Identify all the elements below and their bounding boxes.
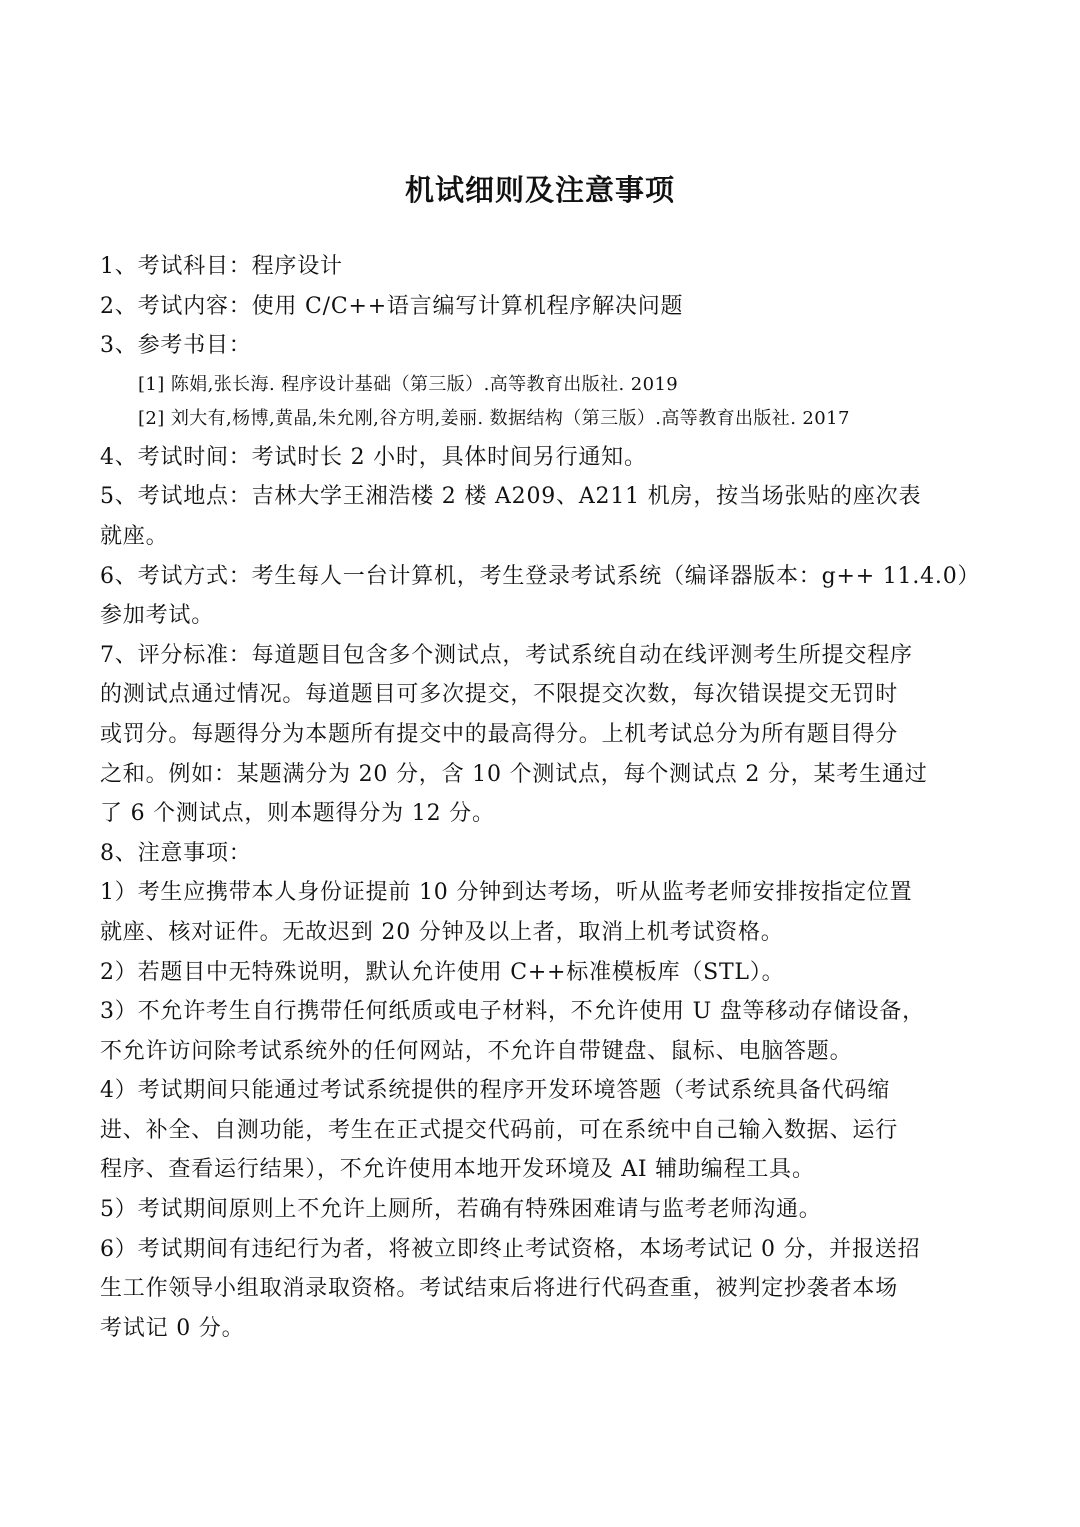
- note-6-cont: 生工作领导小组取消录取资格。考试结束后将进行代码查重，被判定抄袭者本场: [100, 1276, 899, 1302]
- item-scoring-cont: 的测试点通过情况。每道题目可多次提交，不限提交次数，每次错误提交无罚时: [100, 682, 899, 708]
- item-exam-method: 6、考试方式：考生每人一台计算机，考生登录考试系统（编译器版本：g++ 11.4.0）: [100, 563, 981, 589]
- note-1-cont: 就座、核对证件。无故迟到 20 分钟及以上者，取消上机考试资格。: [100, 919, 784, 945]
- note-3-cont: 不允许访问除考试系统外的任何网站，不允许自带键盘、鼠标、电脑答题。: [100, 1038, 853, 1064]
- item-exam-method-cont: 参加考试。: [100, 603, 215, 629]
- reference-entry: [1] 陈娟,张长海. 程序设计基础（第三版）.高等教育出版社. 2019: [138, 373, 679, 395]
- document-body: [100, 247, 984, 1348]
- note-5: 5）考试期间原则上不允许上厕所，若确有特殊困难请与监考老师沟通。: [100, 1197, 822, 1223]
- item-exam-location: 5、考试地点：吉林大学王湘浩楼 2 楼 A209、A211 机房，按当场张贴的座次表: [100, 484, 922, 510]
- note-1: 1）考生应携带本人身份证提前 10 分钟到达考场，听从监考老师安排按指定位置: [100, 880, 913, 906]
- document-title: 机试细则及注意事项: [404, 173, 675, 207]
- item-scoring: 7、评分标准：每道题目包含多个测试点，考试系统自动在线评测考生所提交程序: [100, 642, 913, 668]
- item-exam-subject: 1、考试科目：程序设计: [100, 254, 343, 279]
- item-scoring-cont: 之和。例如：某题满分为 20 分，含 10 个测试点，每个测试点 2 分，某考生通过: [100, 761, 928, 787]
- item-notes-heading: 8、注意事项：: [100, 840, 252, 866]
- item-scoring-cont: 或罚分。每题得分为本题所有提交中的最高得分。上机考试总分为所有题目得分: [100, 721, 899, 747]
- note-2: 2）若题目中无特殊说明，默认允许使用 C++标准模板库（STL）。: [100, 959, 785, 985]
- item-scoring-cont: 了 6 个测试点，则本题得分为 12 分。: [100, 801, 495, 827]
- reference-entry: [2] 刘大有,杨博,黄晶,朱允刚,谷方明,姜丽. 数据结构（第三版）.高等教育出版社. 2017: [138, 407, 850, 429]
- item-exam-content: 2、考试内容：使用 C/C++语言编写计算机程序解决问题: [100, 293, 684, 319]
- note-3: 3）不允许考生自行携带任何纸质或电子材料，不允许使用 U 盘等移动存储设备，: [100, 999, 925, 1025]
- note-4: 4）考试期间只能通过考试系统提供的程序开发环境答题（考试系统具备代码缩: [100, 1078, 890, 1104]
- item-exam-time: 4、考试时间：考试时长 2 小时，具体时间另行通知。: [100, 444, 647, 470]
- note-6-cont: 考试记 0 分。: [100, 1315, 245, 1341]
- note-6: 6）考试期间有违纪行为者，将被立即终止考试资格，本场考试记 0 分，并报送招: [100, 1236, 921, 1262]
- item-exam-location-cont: 就座。: [100, 523, 169, 549]
- note-4-cont: 程序、查看运行结果），不允许使用本地开发环境及 AI 辅助编程工具。: [100, 1157, 815, 1183]
- note-4-cont: 进、补全、自测功能，考生在正式提交代码前，可在系统中自己输入数据、运行: [100, 1117, 899, 1143]
- item-reference-books: 3、参考书目：: [100, 333, 252, 359]
